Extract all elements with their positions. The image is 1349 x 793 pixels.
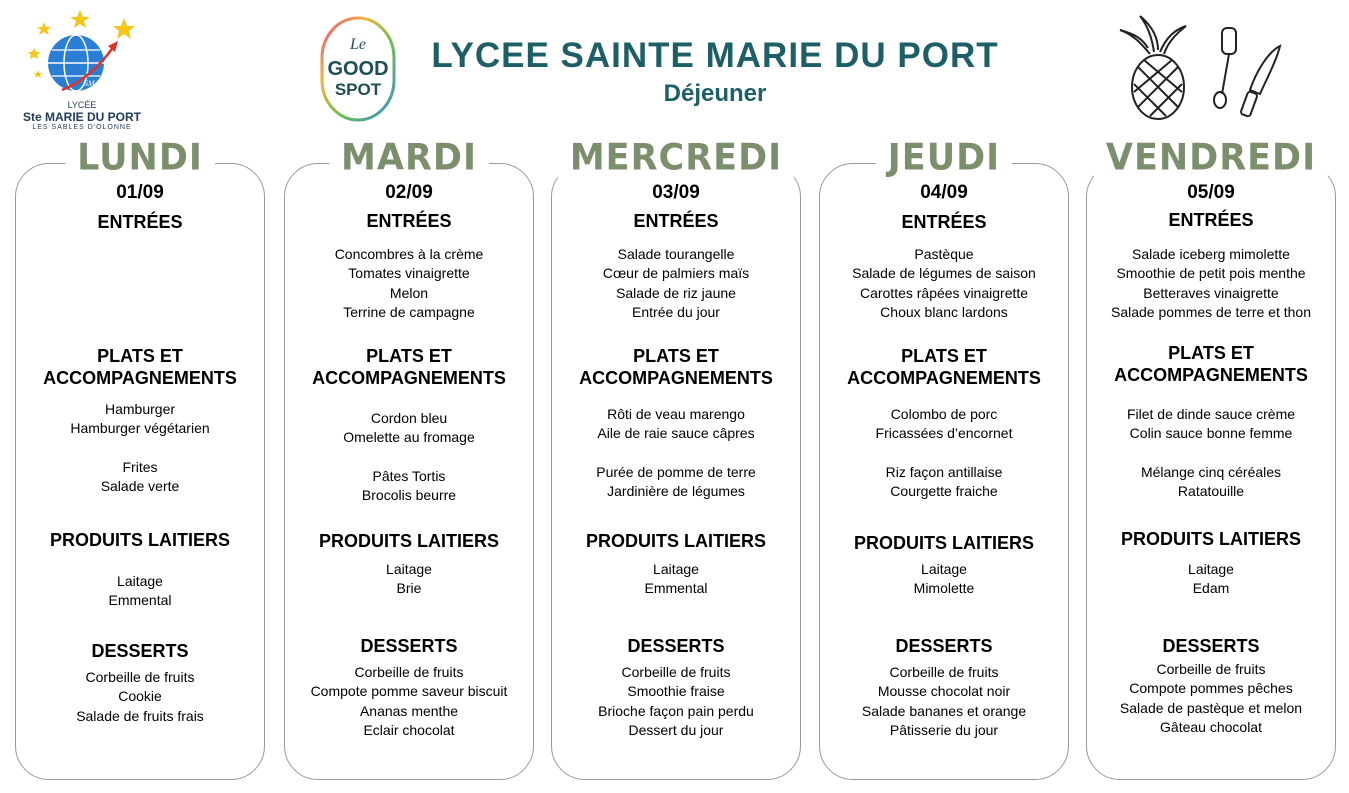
laitiers-heading: PRODUITS LAITIERS [318,531,499,551]
list-item: Terrine de campagne [343,303,475,320]
list-item: Dessert du jour [628,721,724,738]
list-item: Emmental [644,580,708,597]
day-name: LUNDI [65,137,215,179]
good-spot-line2: GOOD [327,58,389,80]
plats-heading-line2: ACCOMPAGNEMENTS [1114,365,1308,385]
plats-list [820,405,1068,501]
list-item: Frites [122,458,158,475]
list-item: Aile de raie sauce câpres [597,425,755,442]
desserts-list [1087,660,1335,737]
globe-icon [22,8,142,103]
list-item: Choux blanc lardons [880,303,1008,320]
list-item: Compote pomme saveur biscuit [310,683,508,700]
list-item: Salade de riz jaune [616,284,736,301]
list-item: Salade de légumes de saison [852,265,1036,282]
list-item: Laitage [117,573,163,589]
entrees-list [285,245,533,322]
list-item: Mousse chocolat noir [877,683,1011,700]
list-item: Courgette fraiche [890,482,998,499]
entrees-heading: ENTRÉES [97,212,183,232]
plats-heading-line2: ACCOMPAGNEMENTS [579,368,773,388]
list-item: Emmental [108,592,172,609]
list-item: Pâtes Tortis [372,467,446,484]
desserts-heading: DESSERTS [91,641,189,661]
list-item: Colin sauce bonne femme [1129,425,1293,442]
list-item: Smoothie de petit pois menthe [1116,265,1306,282]
list-item: Salade bananes et orange [861,702,1027,719]
plats-list [552,405,800,501]
list-item: Ananas menthe [359,702,459,719]
list-item: Carottes râpées vinaigrette [859,284,1029,301]
day-name: VENDREDI [1094,137,1328,179]
plats-list [1087,405,1335,501]
list-item: Smoothie fraise [627,683,725,700]
page-title: LYCEE SAINTE MARIE DU PORT [431,36,999,75]
plats-heading-line1: PLATS ET [901,346,987,366]
pineapple-utensils-icon [1110,12,1290,127]
day-card-mercredi [551,137,801,780]
list-item: Cœur de palmiers maïs [602,265,750,282]
list-item: Salade iceberg mimolette [1132,246,1290,262]
desserts-heading: DESSERTS [627,636,725,656]
plats-list [16,400,264,496]
laitiers-heading: PRODUITS LAITIERS [1120,529,1301,549]
list-item: Laitage [653,561,699,577]
list-item: Betteraves vinaigrette [1143,284,1279,301]
list-item: Concombres à la crème [334,246,484,262]
desserts-heading: DESSERTS [1162,636,1260,656]
good-spot-line1: Le [350,36,366,53]
entrees-heading: ENTRÉES [633,211,719,231]
laitiers-list [1087,560,1335,599]
plats-heading-line2: ACCOMPAGNEMENTS [43,368,237,388]
entrees-list [820,245,1068,322]
day-date: 02/09 [385,182,433,203]
laitiers-heading: PRODUITS LAITIERS [585,531,766,551]
day-date: 05/09 [1187,182,1235,203]
entrees-list [1087,245,1335,322]
plats-heading-line2: ACCOMPAGNEMENTS [847,368,1041,388]
list-item: Cookie [118,688,162,705]
list-item: Brocolis beurre [361,486,457,503]
list-item: Salade de pastèque et melon [1119,699,1303,716]
day-date: 03/09 [652,182,700,203]
entrees-heading: ENTRÉES [901,212,987,232]
day-card-mardi [284,137,534,780]
school-logo-line2: Ste MARIE DU PORT [22,110,141,124]
list-item: Hamburger [104,401,176,417]
entrees-heading: ENTRÉES [366,211,452,231]
list-item: Gâteau chocolat [1160,718,1262,735]
list-item: Laitage [386,561,432,577]
day-date: 01/09 [116,182,164,203]
list-item: Riz façon antillaise [885,463,1003,480]
school-logo-line1: LYCÉE [67,100,97,110]
list-item: Melon [389,284,429,301]
list-item: Compote pommes pêches [1129,680,1293,697]
plats-heading-line1: PLATS ET [1168,343,1254,363]
list-item: Hamburger végétarien [70,420,210,437]
school-logo [22,8,142,133]
list-item: Salade pommes de terre et thon [1110,303,1311,320]
desserts-list [16,668,264,726]
day-name: MERCREDI [558,137,794,179]
desserts-list [285,663,533,740]
plats-list [285,409,533,505]
list-item: Cordon bleu [370,410,448,426]
plats-heading-line1: PLATS ET [633,346,719,366]
laitiers-heading: PRODUITS LAITIERS [853,533,1034,553]
list-item: Jardinière de légumes [607,482,745,499]
day-card-vendredi [1086,137,1336,780]
day-name: JEUDI [876,137,1012,179]
list-item: Colombo de porc [890,406,998,422]
list-item: Corbeille de fruits [621,664,731,680]
list-item: Entrée du jour [632,303,720,320]
list-item: Brioche façon pain perdu [598,702,754,719]
list-item: Salade tourangelle [617,246,735,262]
day-name: MARDI [329,137,489,179]
entrees-list [552,245,800,322]
list-item: Corbeille de fruits [354,664,464,680]
good-spot-line3: SPOT [334,80,382,99]
list-item: Salade verte [100,477,180,494]
svg-text:SMdP: SMdP [84,79,104,88]
day-date: 04/09 [920,182,968,203]
laitiers-heading: PRODUITS LAITIERS [49,530,230,550]
list-item: Ratatouille [1177,482,1245,499]
laitiers-list [285,560,533,599]
list-item: Corbeille de fruits [1156,661,1266,677]
list-item: Mimolette [913,580,975,597]
list-item: Omelette au fromage [343,429,475,446]
list-item: Pastèque [914,246,974,262]
list-item: Fricassées d’encornet [875,425,1013,442]
list-item: Mélange cinq céréales [1140,463,1282,480]
list-item: Brie [396,580,422,597]
laitiers-list [820,560,1068,599]
list-item: Rôti de veau marengo [607,406,745,422]
desserts-list [820,663,1068,740]
plats-heading-line1: PLATS ET [366,346,452,366]
list-item: Pâtisserie du jour [889,721,999,738]
list-item: Tomates vinaigrette [348,265,470,282]
list-item: Corbeille de fruits [85,669,195,685]
list-item: Filet de dinde sauce crème [1126,406,1296,422]
plats-heading-line1: PLATS ET [97,346,183,366]
school-logo-line3: LES SABLES D'OLONNE [32,124,132,131]
desserts-list [552,663,800,740]
list-item: Laitage [1188,561,1234,577]
page-subtitle: Déjeuner [663,80,767,107]
entrees-heading: ENTRÉES [1168,210,1254,230]
list-item: Corbeille de fruits [889,664,999,680]
laitiers-list [552,560,800,599]
day-card-lundi [15,137,265,780]
list-item: Purée de pomme de terre [596,463,756,480]
good-spot-logo [318,14,398,124]
list-item: Laitage [921,561,967,577]
desserts-heading: DESSERTS [895,636,993,656]
day-card-jeudi [819,137,1069,780]
plats-heading-line2: ACCOMPAGNEMENTS [312,368,506,388]
list-item: Salade de fruits frais [76,707,204,724]
laitiers-list [16,572,264,611]
desserts-heading: DESSERTS [360,636,458,656]
list-item: Eclair chocolat [363,721,455,738]
list-item: Edam [1192,580,1230,597]
